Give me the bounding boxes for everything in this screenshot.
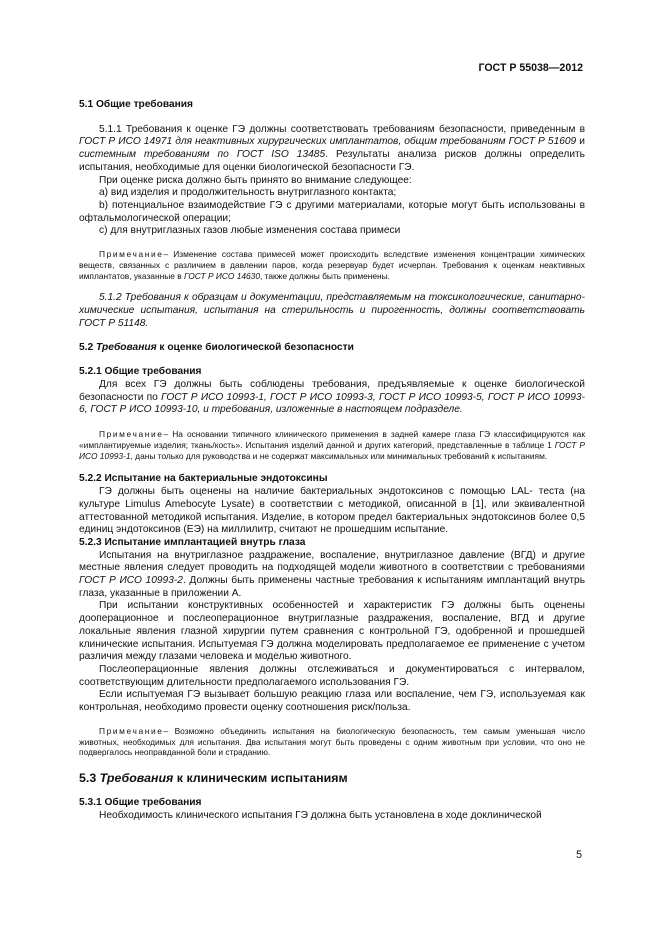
page-number: 5 bbox=[576, 849, 582, 861]
paragraph-5-2-2: ГЭ должны быть оценены на наличие бактериальных эндотоксинов с помощью LAL- теста (на культуре Limulus Amebocyte Lysate) в соответствии с методикой, описанной в [1], или эквивалентной аттестованной методикой испытания. Изделие, в котором предел бактериальных эндотоксинов более 0,5 единиц эндотоксинов (ЕЭ) на миллилитр, считают не прошедшим испытание. bbox=[79, 486, 585, 536]
note-5-1: Примечание– Изменение состава примесей может происходить вследствие изменения концентрации химических веществ, связанных с различием в давлении паров, когда резервуар будет исчерпан. Требования к оценкам неактивных имплантатов, указанные в ГОСТ Р ИСО 14630, также должны быть применены. bbox=[79, 249, 585, 281]
list-item-c: с) для внутриглазных газов любые изменения состава примеси bbox=[99, 225, 401, 237]
paragraph-5-1-1: 5.1.1 Требования к оценке ГЭ должны соответствовать требованиям безопасности, приведенным в ГОСТ Р ИСО 14971 для неактивных хирургических имплантатов, общим требованиям ГОСТ Р 51609 и системным требованиям по ГОСТ ISO 13485. Результаты анализа рисков должны определить испытания, необходимые для оценки биологической безопасности ГЭ. bbox=[79, 123, 585, 173]
section-5-2-1-heading: 5.2.1 Общие требования bbox=[79, 366, 202, 378]
page-content bbox=[79, 99, 585, 822]
note-5-2-1: Примечание– На основании типичного клинического применения в задней камере глаза ГЭ классифицируются как «имплантируемые изделия; ткань/кость». Испытания изделий данной и других категорий, представленные в таблице 1 ГОСТ Р ИСО 10993-1, даны только для руководства и не содержат максимальных или минимальных требований к испытаниям. bbox=[79, 429, 585, 461]
paragraph-5-2-1: Для всех ГЭ должны быть соблюдены требования, предъявляемые к оценке биологической безопасности по ГОСТ Р ИСО 10993-1, ГОСТ Р ИСО 10993-3, ГОСТ Р ИСО 10993-5, ГОСТ Р ИСО 10993-6, ГОСТ Р ИСО 10993-10, и требования, изложенные в настоящем подразделе. bbox=[79, 378, 585, 416]
list-item-a: а) вид изделия и продолжительность внутриглазного контакта; bbox=[99, 187, 397, 199]
paragraph-risk-intro: При оценке риска должно быть принято во внимание следующее: bbox=[99, 174, 412, 186]
paragraph-5-2-3-4: Если испытуемая ГЭ вызывает большую реакцию глаза или воспаление, чем ГЭ, используемая как контрольная, необходимо провести оценку соотношения риск/польза. bbox=[79, 689, 585, 714]
paragraph-5-2-3-3: Послеоперационные явления должны отслеживаться и документироваться с интервалом, соответствующим длительности предполагаемого использования ГЭ. bbox=[79, 663, 585, 688]
paragraph-5-3-1: Необходимость клинического испытания ГЭ должна быть установлена в ходе доклинической bbox=[99, 809, 542, 821]
section-5-3-1-heading: 5.3.1 Общие требования bbox=[79, 796, 202, 808]
paragraph-5-2-3-2: При испытании конструктивных особенностей и характеристик ГЭ должны быть оценены дооперационное и послеоперационное внутриглазные раздражения, воспаление, ВГД и другие локальные явления глазной хирургии путем сравнения с контрольной ГЭ, одобренной и прошедшей клинические испытания. Испытуемая ГЭ должна моделировать предполагаемое ее применение с учетом различия между глазами человека и моделью животного. bbox=[79, 600, 585, 663]
section-5-1-heading: 5.1 Общие требования bbox=[79, 99, 193, 110]
paragraph-5-2-3-1: Испытания на внутриглазное раздражение, воспаление, внутриглазное давление (ВГД) и другие местные явления следует проводить на подходящей модели животного в соответствии с требованиями ГОСТ Р ИСО 10993-2. Должны быть применены частные требования к испытаниям имплантаций внутрь глаза, указанные в приложении А. bbox=[79, 549, 585, 599]
list-item-b: b) потенциальное взаимодействие ГЭ с другими материалами, которые могут быть использованы в офтальмологической операции; bbox=[79, 199, 585, 224]
paragraph-5-1-2: 5.1.2 Требования к образцам и документации, представляемым на токсикологические, санитарно-химические испытания, испытания на стерильность и пирогенность, должны соответствовать ГОСТ Р 51148. bbox=[79, 292, 585, 329]
section-5-2-heading: 5.2 Требования к оценке биологической безопасности bbox=[79, 341, 354, 353]
document-id: ГОСТ Р 55038—2012 bbox=[478, 62, 583, 74]
section-5-3-heading: 5.3 Требования к клиническим испытаниям bbox=[79, 771, 348, 786]
section-5-2-2-heading: 5.2.2 Испытание на бактериальные эндотоксины bbox=[79, 473, 328, 485]
section-5-2-3-heading: 5.2.3 Испытание имплантацией внутрь глаза bbox=[79, 536, 306, 548]
note-5-2-3: Примечание– Возможно объединить испытания на биологическую безопасность, тем самым уменьшая число животных, необходимых для испытания. Два испытания могут быть проведены с одним животным при условии, что оно не подвергалось неоправданной боли и страданию. bbox=[79, 725, 585, 758]
